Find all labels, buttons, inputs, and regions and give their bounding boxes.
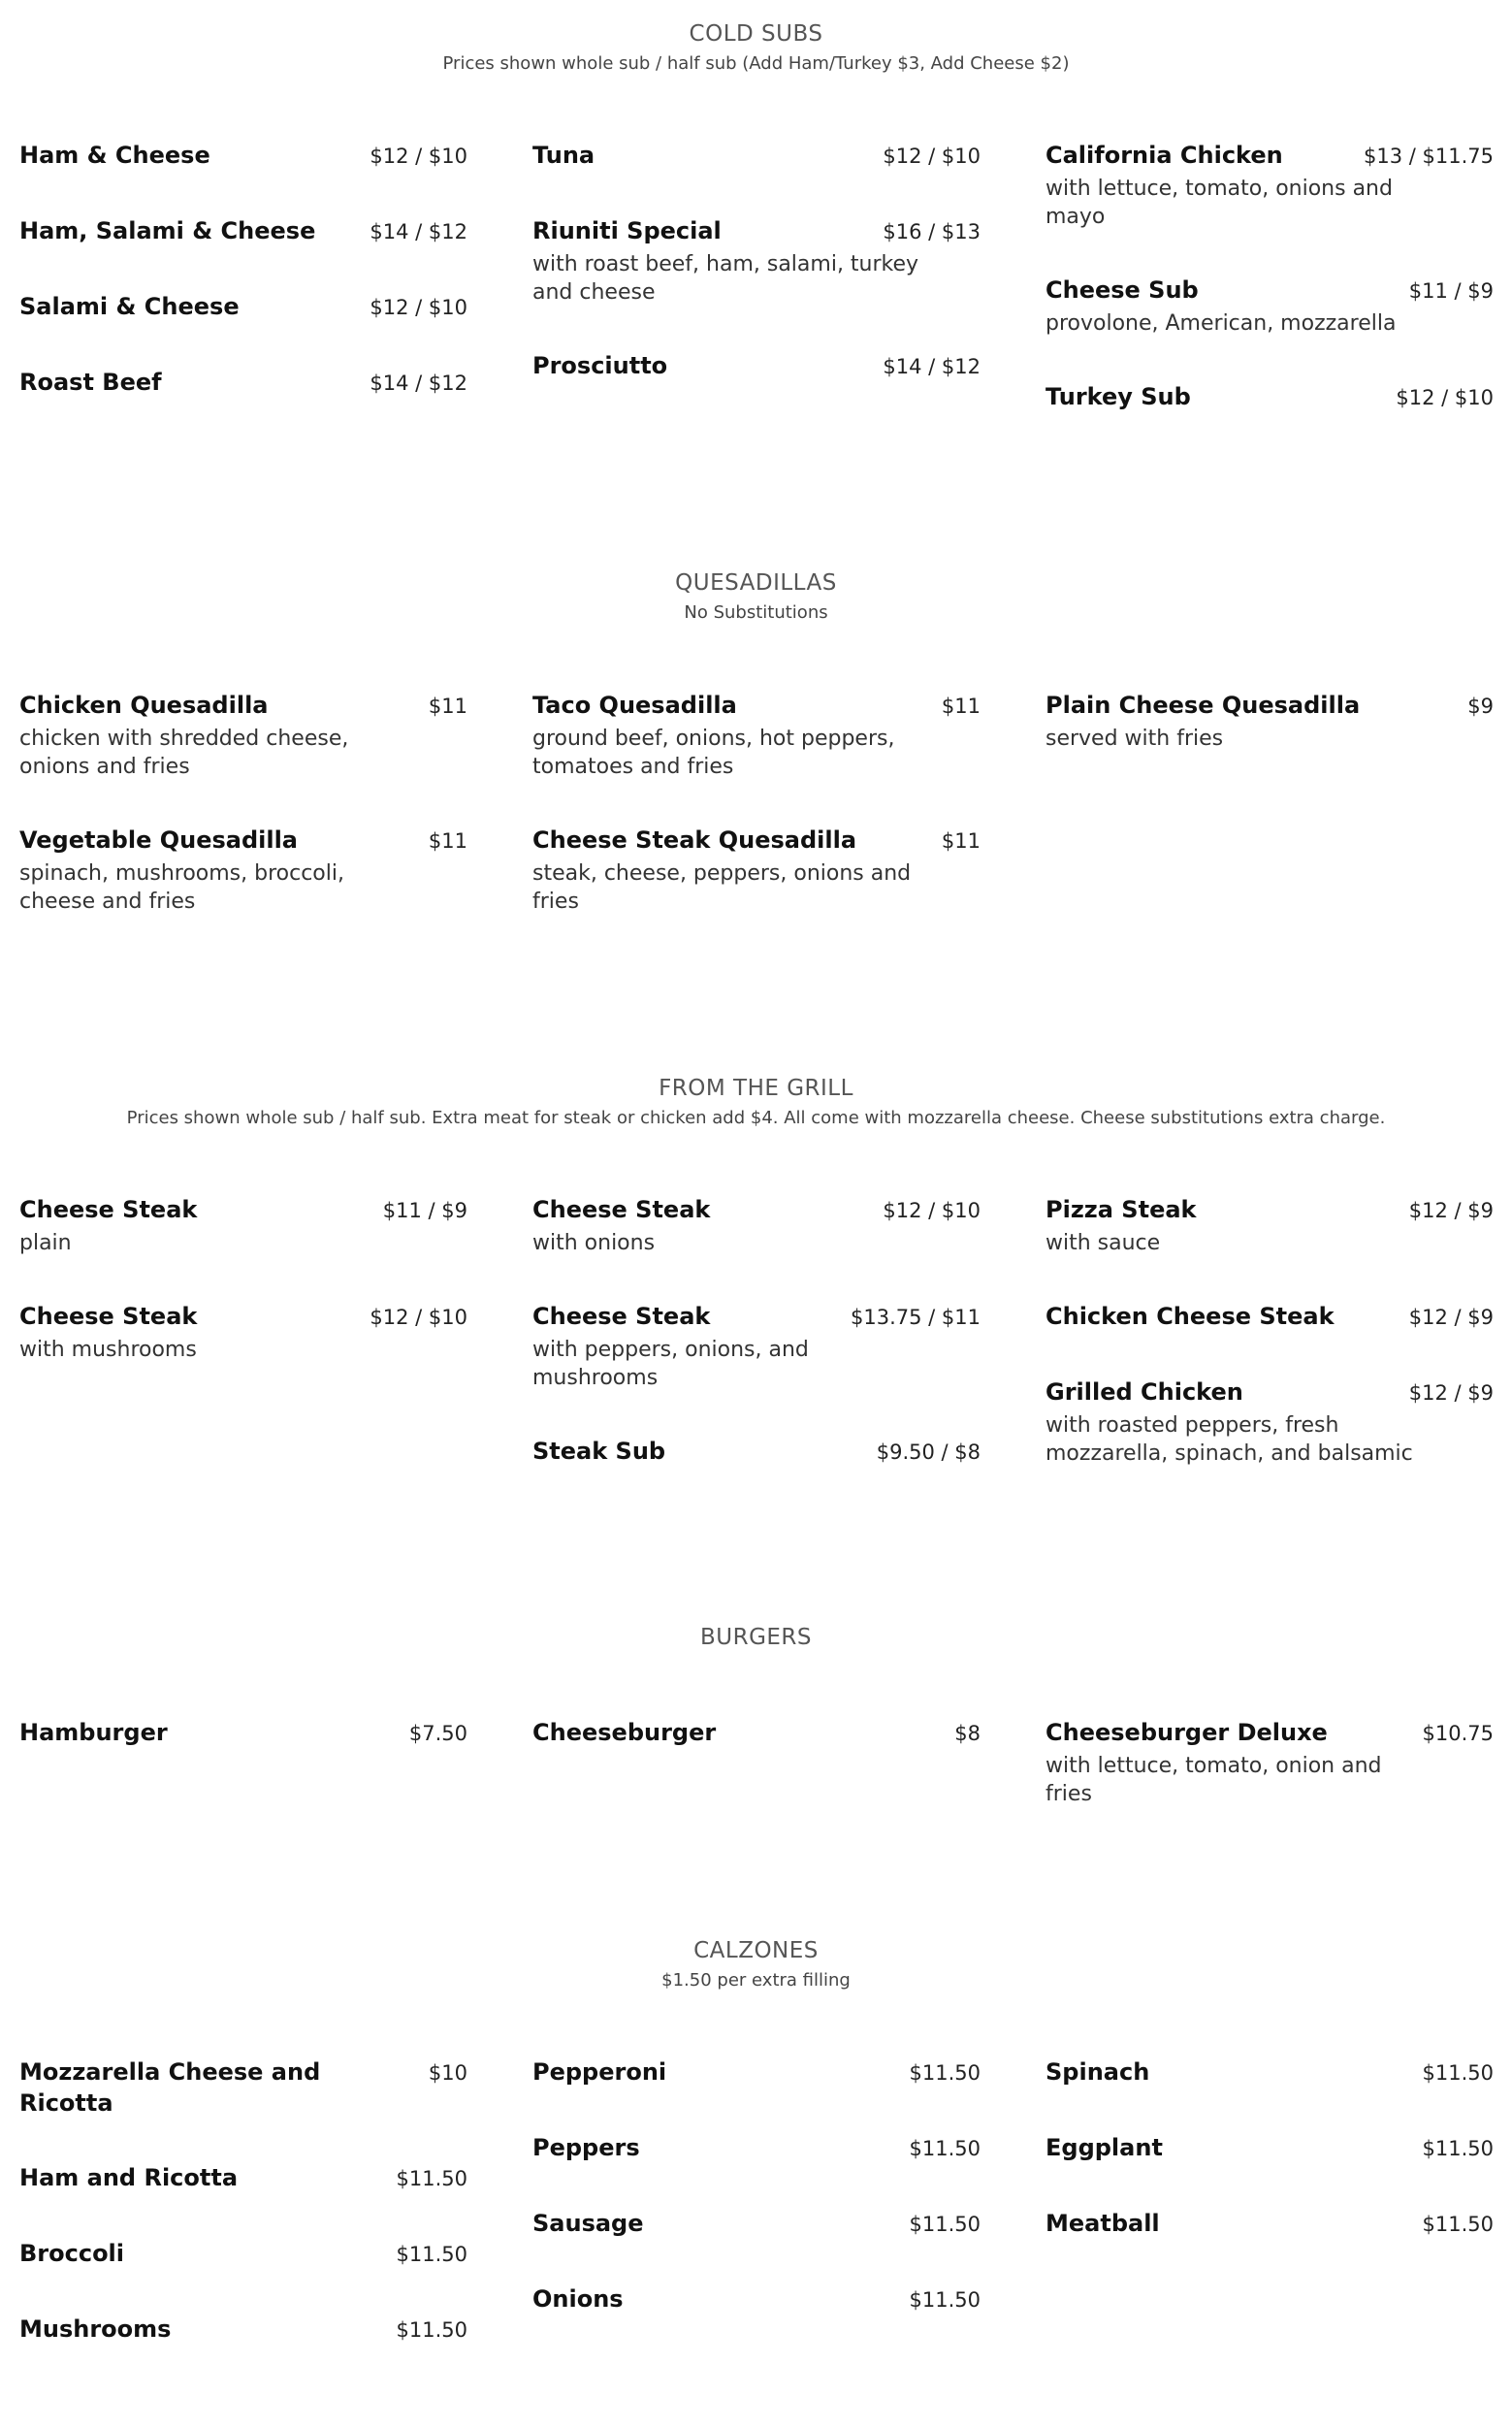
menu-item-price: $11.50 xyxy=(1422,2213,1494,2236)
menu-item-price: $11 xyxy=(428,695,467,718)
menu-item xyxy=(1046,1194,1494,1257)
menu-item-name: Eggplant xyxy=(1046,2134,1163,2161)
menu-item xyxy=(532,2208,981,2240)
menu-item-price: $12 / $10 xyxy=(883,1199,981,1222)
menu-item-description: with roast beef, ham, salami, turkey and cheese xyxy=(532,252,919,305)
menu-item-name: Ham and Ricotta xyxy=(19,2164,239,2191)
menu-item xyxy=(1046,690,1494,753)
menu-column xyxy=(1046,690,1494,796)
menu-item-price: $14 / $12 xyxy=(370,220,467,243)
menu-item-header xyxy=(19,2238,467,2270)
menu-item-description: with peppers, onions, and mushrooms xyxy=(532,1338,809,1390)
menu-item-price: $9 xyxy=(1467,695,1494,718)
menu-item-name: Cheese Steak xyxy=(19,1196,198,1223)
menu-item xyxy=(532,215,981,307)
menu-column xyxy=(19,1194,467,1408)
menu-item-header xyxy=(1046,690,1494,722)
menu-item-name: Sausage xyxy=(532,2210,644,2237)
section-title: CALZONES xyxy=(693,1938,819,1963)
menu-item xyxy=(1046,2208,1494,2240)
section-title: FROM THE GRILL xyxy=(659,1076,853,1101)
menu-item-price: $12 / $9 xyxy=(1408,1381,1494,1405)
menu-item xyxy=(532,825,981,916)
menu-item-price: $11 xyxy=(941,829,981,853)
menu-item-header xyxy=(19,1717,467,1749)
menu-item xyxy=(19,291,467,323)
menu-item xyxy=(19,825,467,916)
menu-item-name: Chicken Cheese Steak xyxy=(1046,1303,1335,1330)
menu-item-description: plain xyxy=(19,1231,72,1255)
menu-item-price: $11.50 xyxy=(396,2318,467,2342)
menu-item xyxy=(19,2238,467,2270)
menu-column xyxy=(532,690,981,959)
menu-item-price: $11.50 xyxy=(909,2213,981,2236)
menu-item-header xyxy=(532,1436,981,1468)
menu-item-price: $11.50 xyxy=(1422,2137,1494,2160)
menu-column xyxy=(19,690,467,959)
menu-item-name: Cheese Steak xyxy=(19,1303,198,1330)
menu-item-price: $11.50 xyxy=(909,2288,981,2312)
menu-column xyxy=(1046,140,1494,457)
menu-column xyxy=(532,1194,981,1511)
menu-item xyxy=(1046,381,1494,413)
menu-item-description: with onions xyxy=(532,1231,656,1255)
menu-column xyxy=(1046,1194,1494,1511)
menu-item-price: $11.50 xyxy=(909,2137,981,2160)
menu-item-description: with lettuce, tomato, onion and fries xyxy=(1046,1754,1382,1806)
section-title: COLD SUBS xyxy=(689,21,823,47)
menu-item-price: $11.50 xyxy=(909,2061,981,2085)
menu-item-name: Meatball xyxy=(1046,2210,1160,2237)
menu-item-price: $8 xyxy=(954,1722,981,1745)
section-note: No Substitutions xyxy=(684,602,828,623)
menu-item-name: Ham, Salami & Cheese xyxy=(19,217,316,244)
menu-item-price: $12 / $10 xyxy=(1396,386,1494,409)
menu-item-price: $12 / $10 xyxy=(370,1306,467,1329)
menu-item-header xyxy=(532,2283,981,2315)
menu-item xyxy=(532,1436,981,1468)
menu-item-price: $14 / $12 xyxy=(883,355,981,378)
section-title: BURGERS xyxy=(699,1625,813,1650)
menu-item xyxy=(532,1301,981,1392)
menu-item-header xyxy=(19,215,467,247)
menu-item-header xyxy=(1046,275,1494,307)
menu-column xyxy=(1046,2056,1494,2283)
menu-column xyxy=(19,1717,467,1793)
menu-column xyxy=(19,2056,467,2389)
menu-item-price: $11.50 xyxy=(396,2167,467,2190)
menu-item-header xyxy=(532,215,981,247)
menu-item-description: steak, cheese, peppers, onions and fries xyxy=(532,861,912,914)
menu-item-name: Chicken Quesadilla xyxy=(19,692,269,719)
menu-item xyxy=(1046,2132,1494,2164)
menu-item-header xyxy=(1046,2208,1494,2240)
menu-item xyxy=(532,2056,981,2088)
menu-item-name: Riuniti Special xyxy=(532,217,722,244)
menu-item-name: Cheese Steak xyxy=(532,1196,711,1223)
menu-column xyxy=(19,140,467,442)
menu-item-name: California Chicken xyxy=(1046,142,1283,169)
menu-item-header xyxy=(19,825,467,857)
menu-item-header xyxy=(532,2056,981,2088)
menu-item-price: $12 / $9 xyxy=(1408,1306,1494,1329)
menu-item-header xyxy=(19,367,467,399)
menu-item-price: $11.50 xyxy=(1422,2061,1494,2085)
menu-item-price: $10 xyxy=(428,2061,467,2085)
menu-item-price: $14 / $12 xyxy=(370,372,467,395)
menu-item xyxy=(19,215,467,247)
menu-item-name: Cheeseburger Deluxe xyxy=(1046,1719,1328,1746)
menu-item-name: Mozzarella Cheese and Ricotta xyxy=(19,2058,321,2117)
menu-item-name: Grilled Chicken xyxy=(1046,1378,1243,1406)
menu-item-header xyxy=(19,1301,467,1333)
menu-item-description: provolone, American, mozzarella xyxy=(1046,311,1397,336)
menu-item-price: $13.75 / $11 xyxy=(851,1306,981,1329)
menu-item-price: $11.50 xyxy=(396,2243,467,2266)
menu-item-price: $11 / $9 xyxy=(382,1199,467,1222)
menu-item-header xyxy=(19,2314,467,2346)
menu-item xyxy=(19,2162,467,2194)
menu-item-header xyxy=(1046,1376,1494,1408)
menu-item-name: Onions xyxy=(532,2285,624,2313)
menu-item-header xyxy=(1046,381,1494,413)
menu-item-description: with roasted peppers, fresh mozzarella, spinach, and balsamic xyxy=(1046,1413,1413,1466)
menu-item-header xyxy=(532,2208,981,2240)
menu-item-price: $13 / $11.75 xyxy=(1364,145,1494,168)
menu-item-header xyxy=(532,2132,981,2164)
menu-item-price: $11 xyxy=(941,695,981,718)
menu-item xyxy=(19,1717,467,1749)
menu-item-name: Taco Quesadilla xyxy=(532,692,737,719)
menu-item xyxy=(19,1301,467,1364)
menu-item-name: Roast Beef xyxy=(19,369,162,396)
section-note: Prices shown whole sub / half sub (Add Ham/Turkey $3, Add Cheese $2) xyxy=(442,53,1070,74)
menu-item xyxy=(532,2132,981,2164)
menu-item-price: $10.75 xyxy=(1422,1722,1494,1745)
menu-item-description: with sauce xyxy=(1046,1231,1161,1255)
menu-item xyxy=(532,140,981,172)
section-title: QUESADILLAS xyxy=(675,570,837,596)
menu-item-header xyxy=(532,690,981,722)
menu-item-header xyxy=(19,140,467,172)
menu-item-header xyxy=(532,1301,981,1333)
menu-item xyxy=(1046,2056,1494,2088)
menu-item-price: $12 / $10 xyxy=(370,296,467,319)
menu-item-name: Prosciutto xyxy=(532,352,668,379)
menu-item-name: Salami & Cheese xyxy=(19,293,240,320)
menu-item xyxy=(532,350,981,382)
menu-item xyxy=(1046,1301,1494,1333)
menu-item-description: ground beef, onions, hot peppers, tomatoes and fries xyxy=(532,727,895,779)
menu-item-header xyxy=(1046,1194,1494,1226)
menu-item-price: $11 / $9 xyxy=(1408,279,1494,303)
menu-item-header xyxy=(1046,1717,1494,1749)
menu-item-header xyxy=(19,2162,467,2194)
menu-item-description: with mushrooms xyxy=(19,1338,197,1362)
menu-item-header xyxy=(19,291,467,323)
menu-item-header xyxy=(1046,2056,1494,2088)
menu-item-description: with lettuce, tomato, onions and mayo xyxy=(1046,177,1393,229)
menu-item-description: served with fries xyxy=(1046,727,1224,751)
menu-item-name: Steak Sub xyxy=(532,1438,666,1465)
menu-item xyxy=(532,1194,981,1257)
menu-column xyxy=(1046,1717,1494,1852)
menu-item-name: Vegetable Quesadilla xyxy=(19,826,299,854)
menu-item-name: Tuna xyxy=(532,142,595,169)
menu-item-header xyxy=(19,2056,467,2119)
menu-item-name: Mushrooms xyxy=(19,2315,172,2343)
menu-item-header xyxy=(1046,2132,1494,2164)
menu-item-header xyxy=(1046,140,1494,172)
menu-column xyxy=(532,140,981,426)
menu-item-name: Turkey Sub xyxy=(1046,383,1191,410)
menu-item xyxy=(19,2314,467,2346)
menu-item xyxy=(532,690,981,781)
menu-item-name: Pepperoni xyxy=(532,2058,667,2086)
menu-item-price: $9.50 / $8 xyxy=(876,1441,981,1464)
menu-item xyxy=(532,1717,981,1749)
menu-item-header xyxy=(532,825,981,857)
menu-item-name: Spinach xyxy=(1046,2058,1150,2086)
menu-item-header xyxy=(532,140,981,172)
menu-column xyxy=(532,2056,981,2359)
menu-item-name: Peppers xyxy=(532,2134,640,2161)
menu-item-header xyxy=(1046,1301,1494,1333)
menu-item xyxy=(19,140,467,172)
menu-item-header xyxy=(532,1717,981,1749)
menu-item-price: $11 xyxy=(428,829,467,853)
menu-item-name: Ham & Cheese xyxy=(19,142,210,169)
menu-item-name: Cheese Steak xyxy=(532,1303,711,1330)
menu-item-price: $7.50 xyxy=(408,1722,467,1745)
menu-item xyxy=(1046,275,1494,338)
menu-item-name: Cheeseburger xyxy=(532,1719,717,1746)
menu-item-name: Plain Cheese Quesadilla xyxy=(1046,692,1361,719)
menu-item xyxy=(19,2056,467,2119)
menu-item xyxy=(19,1194,467,1257)
menu-column xyxy=(532,1717,981,1793)
menu-item-price: $12 / $10 xyxy=(370,145,467,168)
menu-item-name: Broccoli xyxy=(19,2240,125,2267)
menu-item xyxy=(1046,140,1494,231)
menu-item-price: $12 / $10 xyxy=(883,145,981,168)
menu-item-description: chicken with shredded cheese, onions and fries xyxy=(19,727,349,779)
menu-item-header xyxy=(19,1194,467,1226)
menu-item-name: Pizza Steak xyxy=(1046,1196,1197,1223)
section-note: $1.50 per extra filling xyxy=(661,1970,851,1991)
menu-item-header xyxy=(532,350,981,382)
menu-item-name: Cheese Steak Quesadilla xyxy=(532,826,857,854)
menu-item-name: Cheese Sub xyxy=(1046,276,1199,304)
menu-item-price: $16 / $13 xyxy=(883,220,981,243)
section-note: Prices shown whole sub / half sub. Extra meat for steak or chicken add $4. All come with mozzarella cheese. Cheese substitutions extra charge. xyxy=(126,1108,1386,1128)
menu-item-price: $12 / $9 xyxy=(1408,1199,1494,1222)
menu-item xyxy=(19,367,467,399)
menu-item xyxy=(19,690,467,781)
menu-item-description: spinach, mushrooms, broccoli, cheese and fries xyxy=(19,861,344,914)
menu-item xyxy=(1046,1376,1494,1468)
menu-item-name: Hamburger xyxy=(19,1719,168,1746)
menu-item-header xyxy=(19,690,467,722)
menu-item xyxy=(532,2283,981,2315)
menu-item xyxy=(1046,1717,1494,1808)
menu-item-header xyxy=(532,1194,981,1226)
